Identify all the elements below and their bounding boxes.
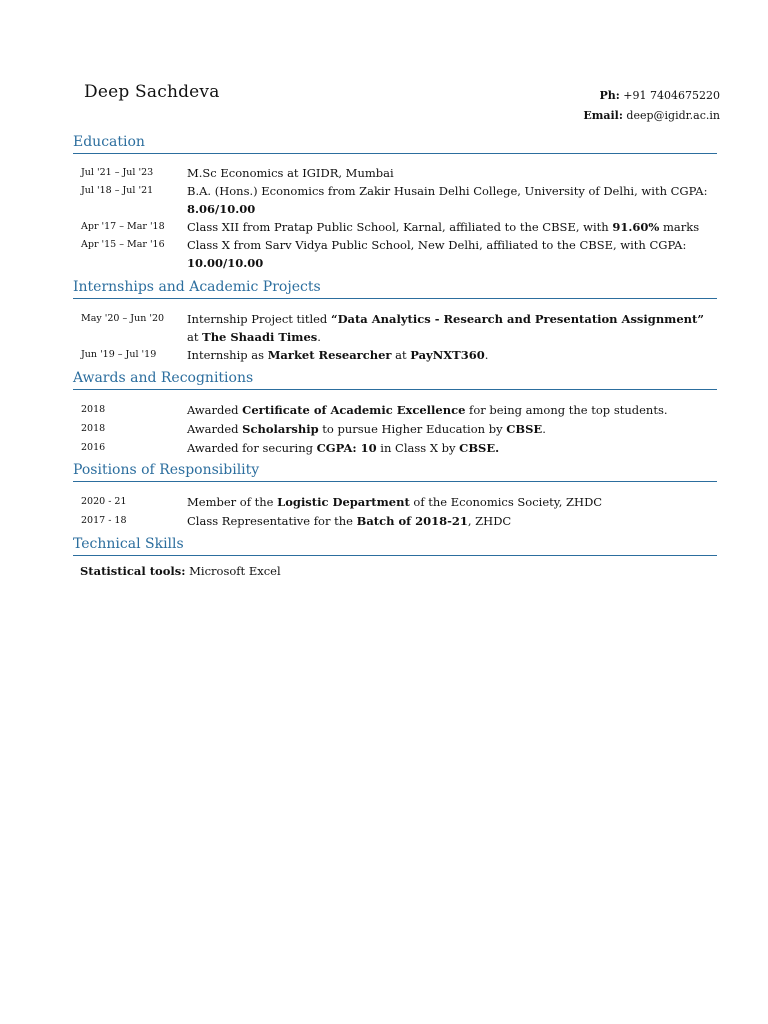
phone-line bbox=[583, 86, 720, 106]
entry-text: Class XII from Pratap Public School, Karnal, affiliated to the CBSE, with 91.60% marks bbox=[187, 220, 700, 234]
entry-date: Jul '18 – Jul '21 bbox=[81, 185, 154, 196]
section-title: Awards and Recognitions bbox=[73, 370, 254, 386]
phone-label: Ph: bbox=[599, 89, 620, 102]
positions-section bbox=[73, 461, 717, 530]
award-entry bbox=[73, 439, 717, 457]
education-entry bbox=[73, 236, 717, 272]
phone-number: +91 7404675220 bbox=[623, 89, 720, 102]
education-entry bbox=[73, 182, 717, 218]
entry-date: 2020 - 21 bbox=[81, 496, 127, 507]
email-line bbox=[583, 106, 720, 126]
entry-date: 2018 bbox=[81, 423, 106, 434]
entry-text: Awarded Scholarship to pursue Higher Education by CBSE. bbox=[187, 422, 546, 436]
entry-date: Jun '19 – Jul '19 bbox=[81, 349, 157, 360]
awards-section bbox=[73, 369, 717, 457]
award-entry bbox=[73, 420, 717, 438]
internships-section bbox=[73, 278, 717, 364]
entry-text: Member of the Logistic Department of the Economics Society, ZHDC bbox=[187, 495, 603, 509]
entry-date: May '20 – Jun '20 bbox=[81, 313, 165, 324]
section-divider bbox=[73, 481, 717, 482]
section-divider bbox=[73, 389, 717, 390]
entry-date: 2017 - 18 bbox=[81, 515, 127, 526]
internship-entry bbox=[73, 346, 717, 364]
education-entry bbox=[73, 218, 717, 236]
entry-text: Class X from Sarv Vidya Public School, New Delhi, affiliated to the CBSE, with CGPA: 10.00/10.00 bbox=[187, 238, 687, 270]
entry-text: Awarded Certificate of Academic Excellence for being among the top students. bbox=[187, 403, 668, 417]
section-divider bbox=[73, 555, 717, 556]
skills-section bbox=[73, 535, 717, 580]
section-divider bbox=[73, 298, 717, 299]
entry-date: Apr '15 – Mar '16 bbox=[81, 239, 165, 250]
entry-text: B.A. (Hons.) Economics from Zakir Husain Delhi College, University of Delhi, with CGPA: 8.06/10.00 bbox=[187, 184, 708, 216]
entry-text: Internship as Market Researcher at PayNXT360. bbox=[187, 348, 489, 362]
entry-date: 2016 bbox=[81, 442, 106, 453]
skill-value: Microsoft Excel bbox=[185, 564, 281, 578]
section-title: Positions of Responsibility bbox=[73, 462, 260, 478]
candidate-name: Deep Sachdeva bbox=[84, 82, 220, 102]
position-entry bbox=[73, 493, 717, 511]
award-entry bbox=[73, 401, 717, 419]
entry-text: M.Sc Economics at IGIDR, Mumbai bbox=[187, 166, 394, 180]
entry-date: Jul '21 – Jul '23 bbox=[81, 167, 154, 178]
education-section bbox=[73, 133, 717, 272]
position-entry bbox=[73, 512, 717, 530]
entry-date: 2018 bbox=[81, 404, 106, 415]
entry-date: Apr '17 – Mar '18 bbox=[81, 221, 165, 232]
internship-entry bbox=[73, 310, 717, 346]
email-label: Email: bbox=[583, 109, 623, 122]
section-title: Technical Skills bbox=[73, 536, 184, 552]
entry-text: Class Representative for the Batch of 2018-21, ZHDC bbox=[187, 514, 512, 528]
email-address: deep@igidr.ac.in bbox=[626, 109, 720, 122]
skill-entry bbox=[80, 562, 717, 580]
section-title: Internships and Academic Projects bbox=[73, 279, 321, 295]
skill-label: Statistical tools: bbox=[80, 564, 186, 578]
section-title: Education bbox=[73, 134, 145, 150]
contact-block bbox=[583, 86, 720, 126]
section-divider bbox=[73, 153, 717, 154]
education-entry bbox=[73, 164, 717, 182]
entry-text: Awarded for securing CGPA: 10 in Class X by CBSE. bbox=[187, 441, 500, 455]
entry-text: Internship Project titled “Data Analytics - Research and Presentation Assignment” at The Shaadi Times. bbox=[187, 312, 704, 344]
